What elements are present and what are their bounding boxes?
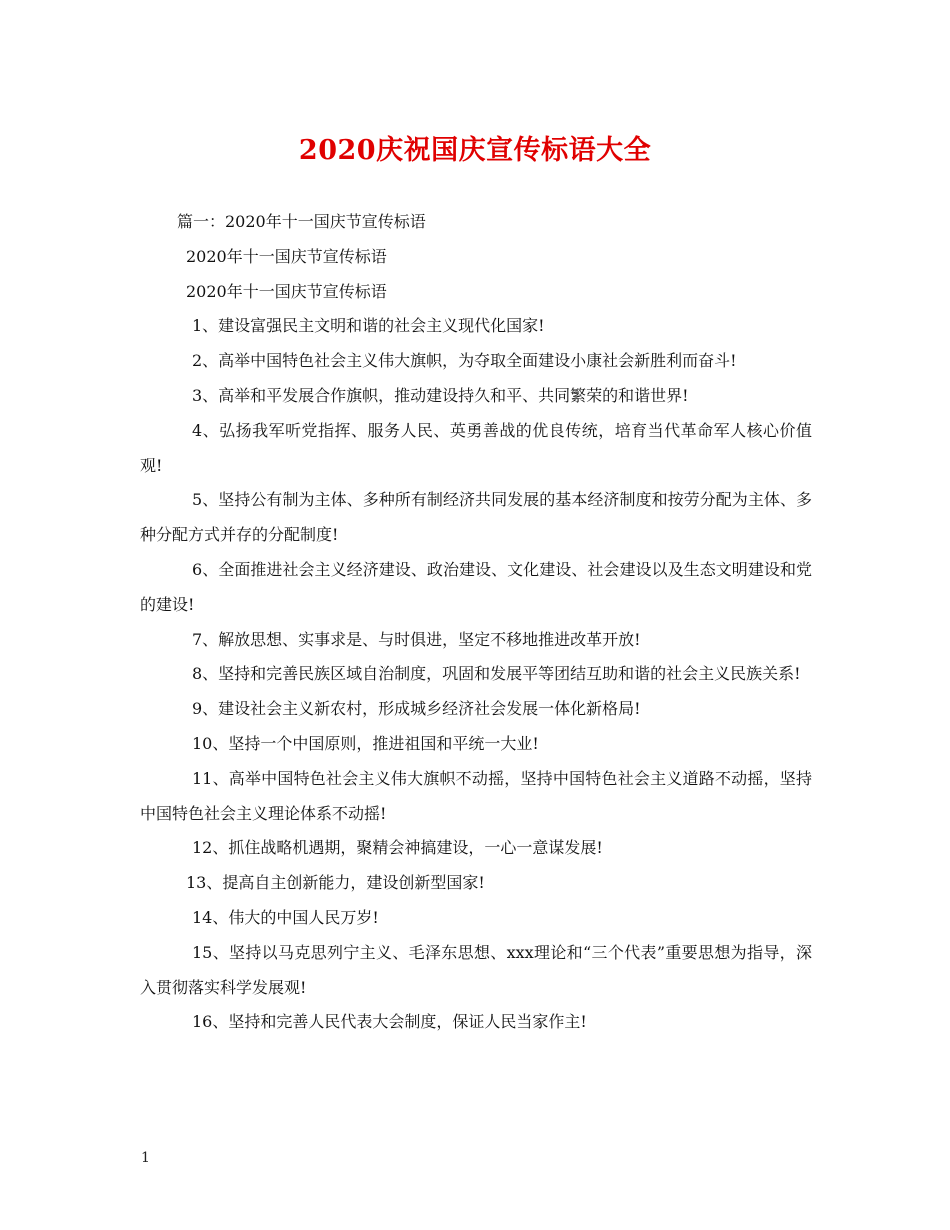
slogan-item: 3、高举和平发展合作旗帜，推动建设持久和平、共同繁荣的和谐世界! bbox=[192, 385, 689, 405]
section-heading: 篇一：2020年十一国庆节宣传标语 bbox=[177, 212, 426, 231]
slogan-item: 1、建设富强民主文明和谐的社会主义现代化国家! bbox=[192, 316, 545, 336]
slogan-item: 2、高举中国特色社会主义伟大旗帜，为夺取全面建设小康社会新胜利而奋斗! bbox=[192, 351, 737, 371]
subheading: 2020年十一国庆节宣传标语 bbox=[186, 281, 387, 301]
slogan-item: 5、坚持公有制为主体、多种所有制经济共同发展的基本经济制度和按劳分配为主体、多种分配方式并存的分配制度! bbox=[140, 490, 812, 545]
subheading: 2020年十一国庆节宣传标语 bbox=[186, 246, 387, 266]
document-title: 2020庆祝国庆宣传标语大全 bbox=[298, 135, 652, 166]
slogan-item: 14、伟大的中国人民万岁! bbox=[192, 907, 379, 927]
slogan-item: 15、坚持以马克思列宁主义、毛泽东思想、xxx理论和“三个代表”重要思想为指导，深入贯彻落实科学发展观! bbox=[140, 942, 812, 997]
slogan-item: 16、坚持和完善人民代表大会制度，保证人民当家作主! bbox=[192, 1012, 587, 1032]
slogan-item: 13、提高自主创新能力，建设创新型国家! bbox=[186, 873, 485, 893]
slogan-item: 8、坚持和完善民族区域自治制度，巩固和发展平等团结互助和谐的社会主义民族关系! bbox=[192, 664, 801, 684]
slogan-item: 10、坚持一个中国原则，推进祖国和平统一大业! bbox=[192, 733, 539, 753]
slogan-item: 4、弘扬我军听党指挥、服务人民、英勇善战的优良传统，培育当代革命军人核心价值观! bbox=[140, 420, 812, 475]
slogan-item: 9、建设社会主义新农村，形成城乡经济社会发展一体化新格局! bbox=[192, 699, 641, 719]
slogan-item: 6、全面推进社会主义经济建设、政治建设、文化建设、社会建设以及生态文明建设和党的建设! bbox=[140, 559, 812, 614]
slogan-item: 12、抓住战略机遇期，聚精会神搞建设，一心一意谋发展! bbox=[192, 838, 603, 858]
slogan-item: 11、高举中国特色社会主义伟大旗帜不动摇，坚持中国特色社会主义道路不动摇，坚持中国特色社会主义理论体系不动摇! bbox=[140, 768, 812, 823]
page-number: 1 bbox=[141, 1150, 150, 1166]
document-body bbox=[140, 205, 812, 1040]
slogan-item: 7、解放思想、实事求是、与时俱进，坚定不移地推进改革开放! bbox=[192, 629, 641, 649]
